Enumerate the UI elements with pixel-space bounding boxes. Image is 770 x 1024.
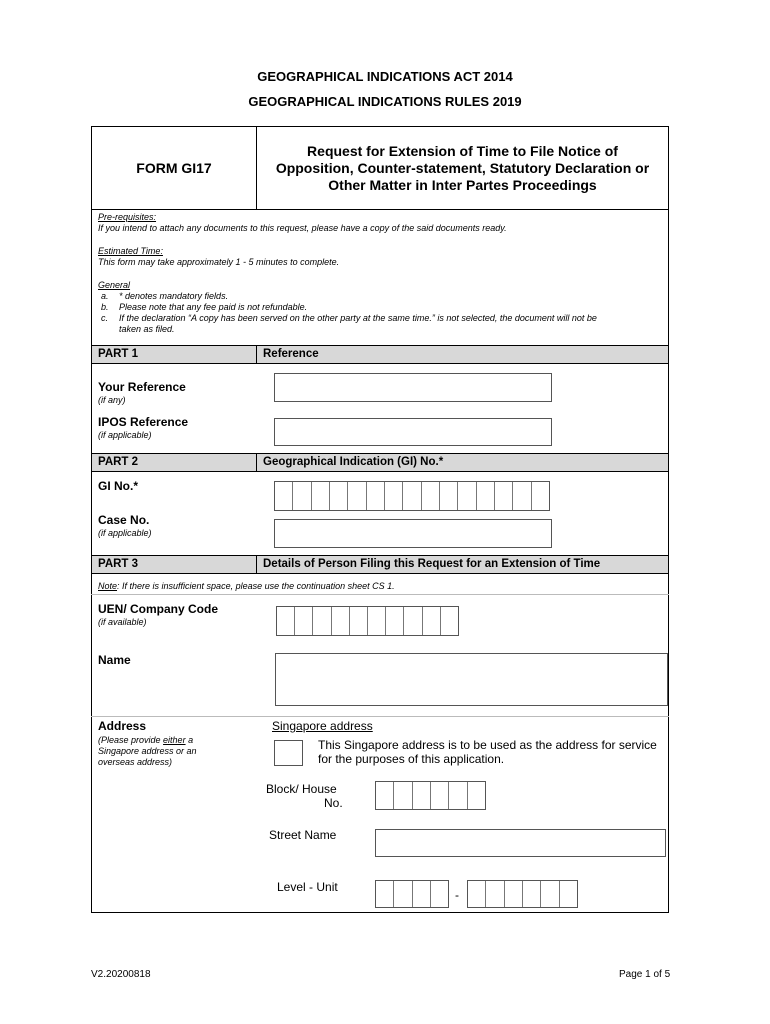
name-label: Name xyxy=(98,653,131,667)
time-heading: Estimated Time: xyxy=(98,246,163,256)
time-text: This form may take approximately 1 - 5 minutes to complete. xyxy=(98,257,340,267)
divider xyxy=(91,573,669,574)
case-no-note: (if applicable) xyxy=(98,528,152,538)
part-divider xyxy=(256,556,257,573)
general-heading: General xyxy=(98,280,131,290)
address-note-line1 xyxy=(98,735,193,746)
part3-label: PART 3 xyxy=(98,558,139,570)
address-note-either: either xyxy=(163,735,186,745)
address-label: Address xyxy=(98,719,147,733)
block-label-2: No. xyxy=(324,796,343,810)
ipos-reference-input[interactable] xyxy=(274,418,552,446)
part2-label: PART 2 xyxy=(98,456,139,468)
act-title: GEOGRAPHICAL INDICATIONS ACT 2014 xyxy=(257,69,513,84)
sg-address-check-text-2: for the purposes of this application. xyxy=(318,752,505,766)
level-unit-dash: - xyxy=(455,888,459,902)
general-item-a: * denotes mandatory fields. xyxy=(119,291,229,301)
divider xyxy=(91,594,669,595)
divider xyxy=(91,363,669,364)
form-id: FORM GI17 xyxy=(136,160,212,176)
part1-bar xyxy=(92,346,668,363)
part3-note-text: : If there is insufficient space, please use the continuation sheet CS 1. xyxy=(117,581,395,591)
part2-title: Geographical Indication (GI) No.* xyxy=(263,456,444,468)
prereq-text: If you intend to attach any documents to this request, please have a copy of the said documents ready. xyxy=(98,223,507,233)
rules-title: GEOGRAPHICAL INDICATIONS RULES 2019 xyxy=(248,94,522,109)
part3-title: Details of Person Filing this Request for an Extension of Time xyxy=(263,558,601,570)
gi-no-label: GI No.* xyxy=(98,479,139,493)
general-marker-a: a. xyxy=(101,291,109,301)
address-note-part2: a xyxy=(185,735,194,745)
part-divider xyxy=(256,454,257,471)
case-no-label: Case No. xyxy=(98,513,150,527)
general-marker-b: b. xyxy=(101,302,109,312)
uen-note: (if available) xyxy=(98,617,147,627)
street-label: Street Name xyxy=(269,828,337,842)
divider xyxy=(91,716,669,717)
address-note-line3: overseas address) xyxy=(98,757,173,767)
level-cells[interactable] xyxy=(375,880,449,908)
part1-title: Reference xyxy=(263,348,319,360)
uen-cells[interactable] xyxy=(276,606,459,636)
divider xyxy=(91,209,669,210)
part1-label: PART 1 xyxy=(98,348,139,360)
your-reference-input[interactable] xyxy=(274,373,552,402)
sg-address-check-text-1: This Singapore address is to be used as the address for service xyxy=(318,738,657,752)
part3-note-prefix: Note xyxy=(98,581,118,591)
unit-cells[interactable] xyxy=(467,880,578,908)
form-title: Request for Extension of Time to File Notice of Opposition, Counter-statement, Statutory Declaration or Other Matter in Inter Partes Proceedings xyxy=(275,142,650,193)
block-cells[interactable] xyxy=(375,781,486,810)
version-label: V2.20200818 xyxy=(91,969,151,980)
sg-address-heading: Singapore address xyxy=(272,719,373,733)
case-no-input[interactable] xyxy=(274,519,552,548)
your-reference-label: Your Reference xyxy=(98,380,186,394)
prereq-heading: Pre-requisites: xyxy=(98,212,157,222)
name-input[interactable] xyxy=(275,653,668,706)
ipos-reference-note: (if applicable) xyxy=(98,430,152,440)
part3-note xyxy=(98,581,395,592)
general-marker-c: c. xyxy=(101,313,109,323)
address-note-part1: (Please provide xyxy=(98,735,164,745)
your-reference-note: (if any) xyxy=(98,395,126,405)
ipos-reference-label: IPOS Reference xyxy=(98,415,189,429)
divider xyxy=(91,471,669,472)
gi-no-cells[interactable] xyxy=(274,481,550,511)
general-item-c-cont: taken as filed. xyxy=(119,324,175,334)
sg-address-checkbox[interactable] xyxy=(274,740,303,766)
address-note-line2: Singapore address or an xyxy=(98,746,197,756)
block-label-1: Block/ House xyxy=(266,782,337,796)
part-divider xyxy=(256,346,257,363)
street-input[interactable] xyxy=(375,829,666,857)
page-number: Page 1 of 5 xyxy=(619,969,671,980)
general-item-b: Please note that any fee paid is not refundable. xyxy=(119,302,308,312)
general-item-c: If the declaration “A copy has been served on the other party at the same time.” is not selected, the document will not be xyxy=(119,313,597,323)
level-unit-label: Level - Unit xyxy=(277,880,338,894)
uen-label: UEN/ Company Code xyxy=(98,602,219,616)
